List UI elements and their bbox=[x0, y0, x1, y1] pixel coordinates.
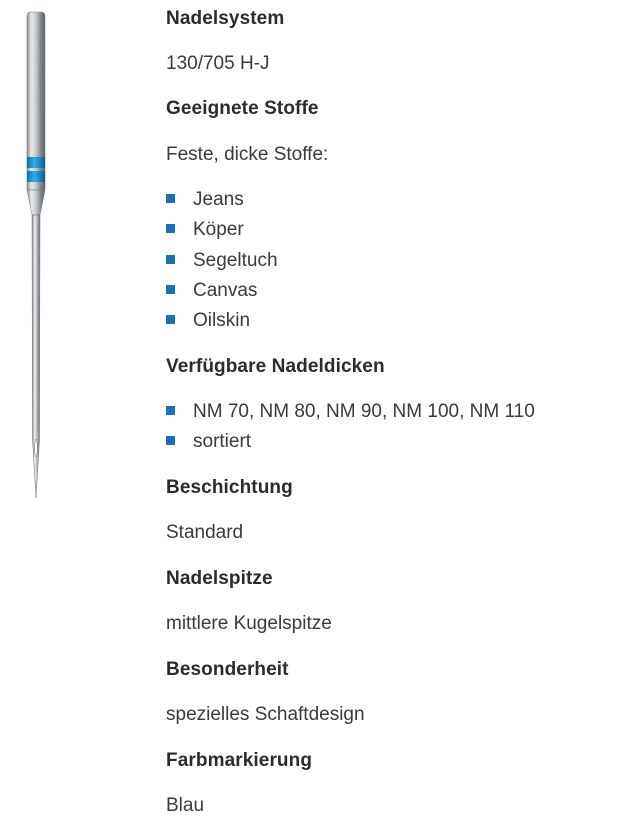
list-item: Canvas bbox=[166, 280, 278, 310]
section-value: Blau bbox=[166, 795, 205, 816]
section-farbmarkierung bbox=[166, 750, 312, 772]
list-item: Oilskin bbox=[166, 310, 278, 340]
list-item: sortiert bbox=[166, 431, 535, 461]
section-title: Geeignete Stoffe bbox=[166, 98, 319, 119]
sewing-needle-icon bbox=[18, 10, 58, 500]
square-bullet-icon bbox=[166, 285, 175, 294]
square-bullet-icon bbox=[166, 194, 175, 203]
square-bullet-icon bbox=[166, 436, 175, 445]
list-item: Segeltuch bbox=[166, 250, 278, 280]
section-title: Verfügbare Nadeldicken bbox=[166, 356, 385, 377]
square-bullet-icon bbox=[166, 255, 175, 264]
square-bullet-icon bbox=[166, 224, 175, 233]
square-bullet-icon bbox=[166, 406, 175, 415]
section-title: Farbmarkierung bbox=[166, 750, 313, 771]
fabric-list bbox=[166, 189, 278, 340]
section-value: mittlere Kugelspitze bbox=[166, 613, 332, 634]
section-nadeldicken bbox=[166, 356, 385, 378]
section-value: spezielles Schaftdesign bbox=[166, 704, 365, 725]
list-item: Köper bbox=[166, 219, 278, 249]
section-title: Besonderheit bbox=[166, 659, 289, 680]
section-value: Standard bbox=[166, 522, 244, 543]
section-nadelsystem bbox=[166, 8, 284, 30]
section-beschichtung bbox=[166, 477, 293, 499]
section-besonderheit bbox=[166, 659, 289, 681]
list-item: Jeans bbox=[166, 189, 278, 219]
section-geeignete-stoffe bbox=[166, 98, 319, 120]
section-nadelspitze bbox=[166, 568, 273, 590]
section-title: Nadelsystem bbox=[166, 8, 285, 29]
section-value: Feste, dicke Stoffe: bbox=[166, 144, 329, 165]
needle-size-list bbox=[166, 401, 535, 462]
section-value: 130/705 H-J bbox=[166, 53, 270, 74]
section-title: Beschichtung bbox=[166, 477, 293, 498]
needle-brand-text: SCHMETZ 130/705 bbox=[37, 38, 47, 113]
square-bullet-icon bbox=[166, 315, 175, 324]
section-title: Nadelspitze bbox=[166, 568, 273, 589]
list-item: NM 70, NM 80, NM 90, NM 100, NM 110 bbox=[166, 401, 535, 431]
